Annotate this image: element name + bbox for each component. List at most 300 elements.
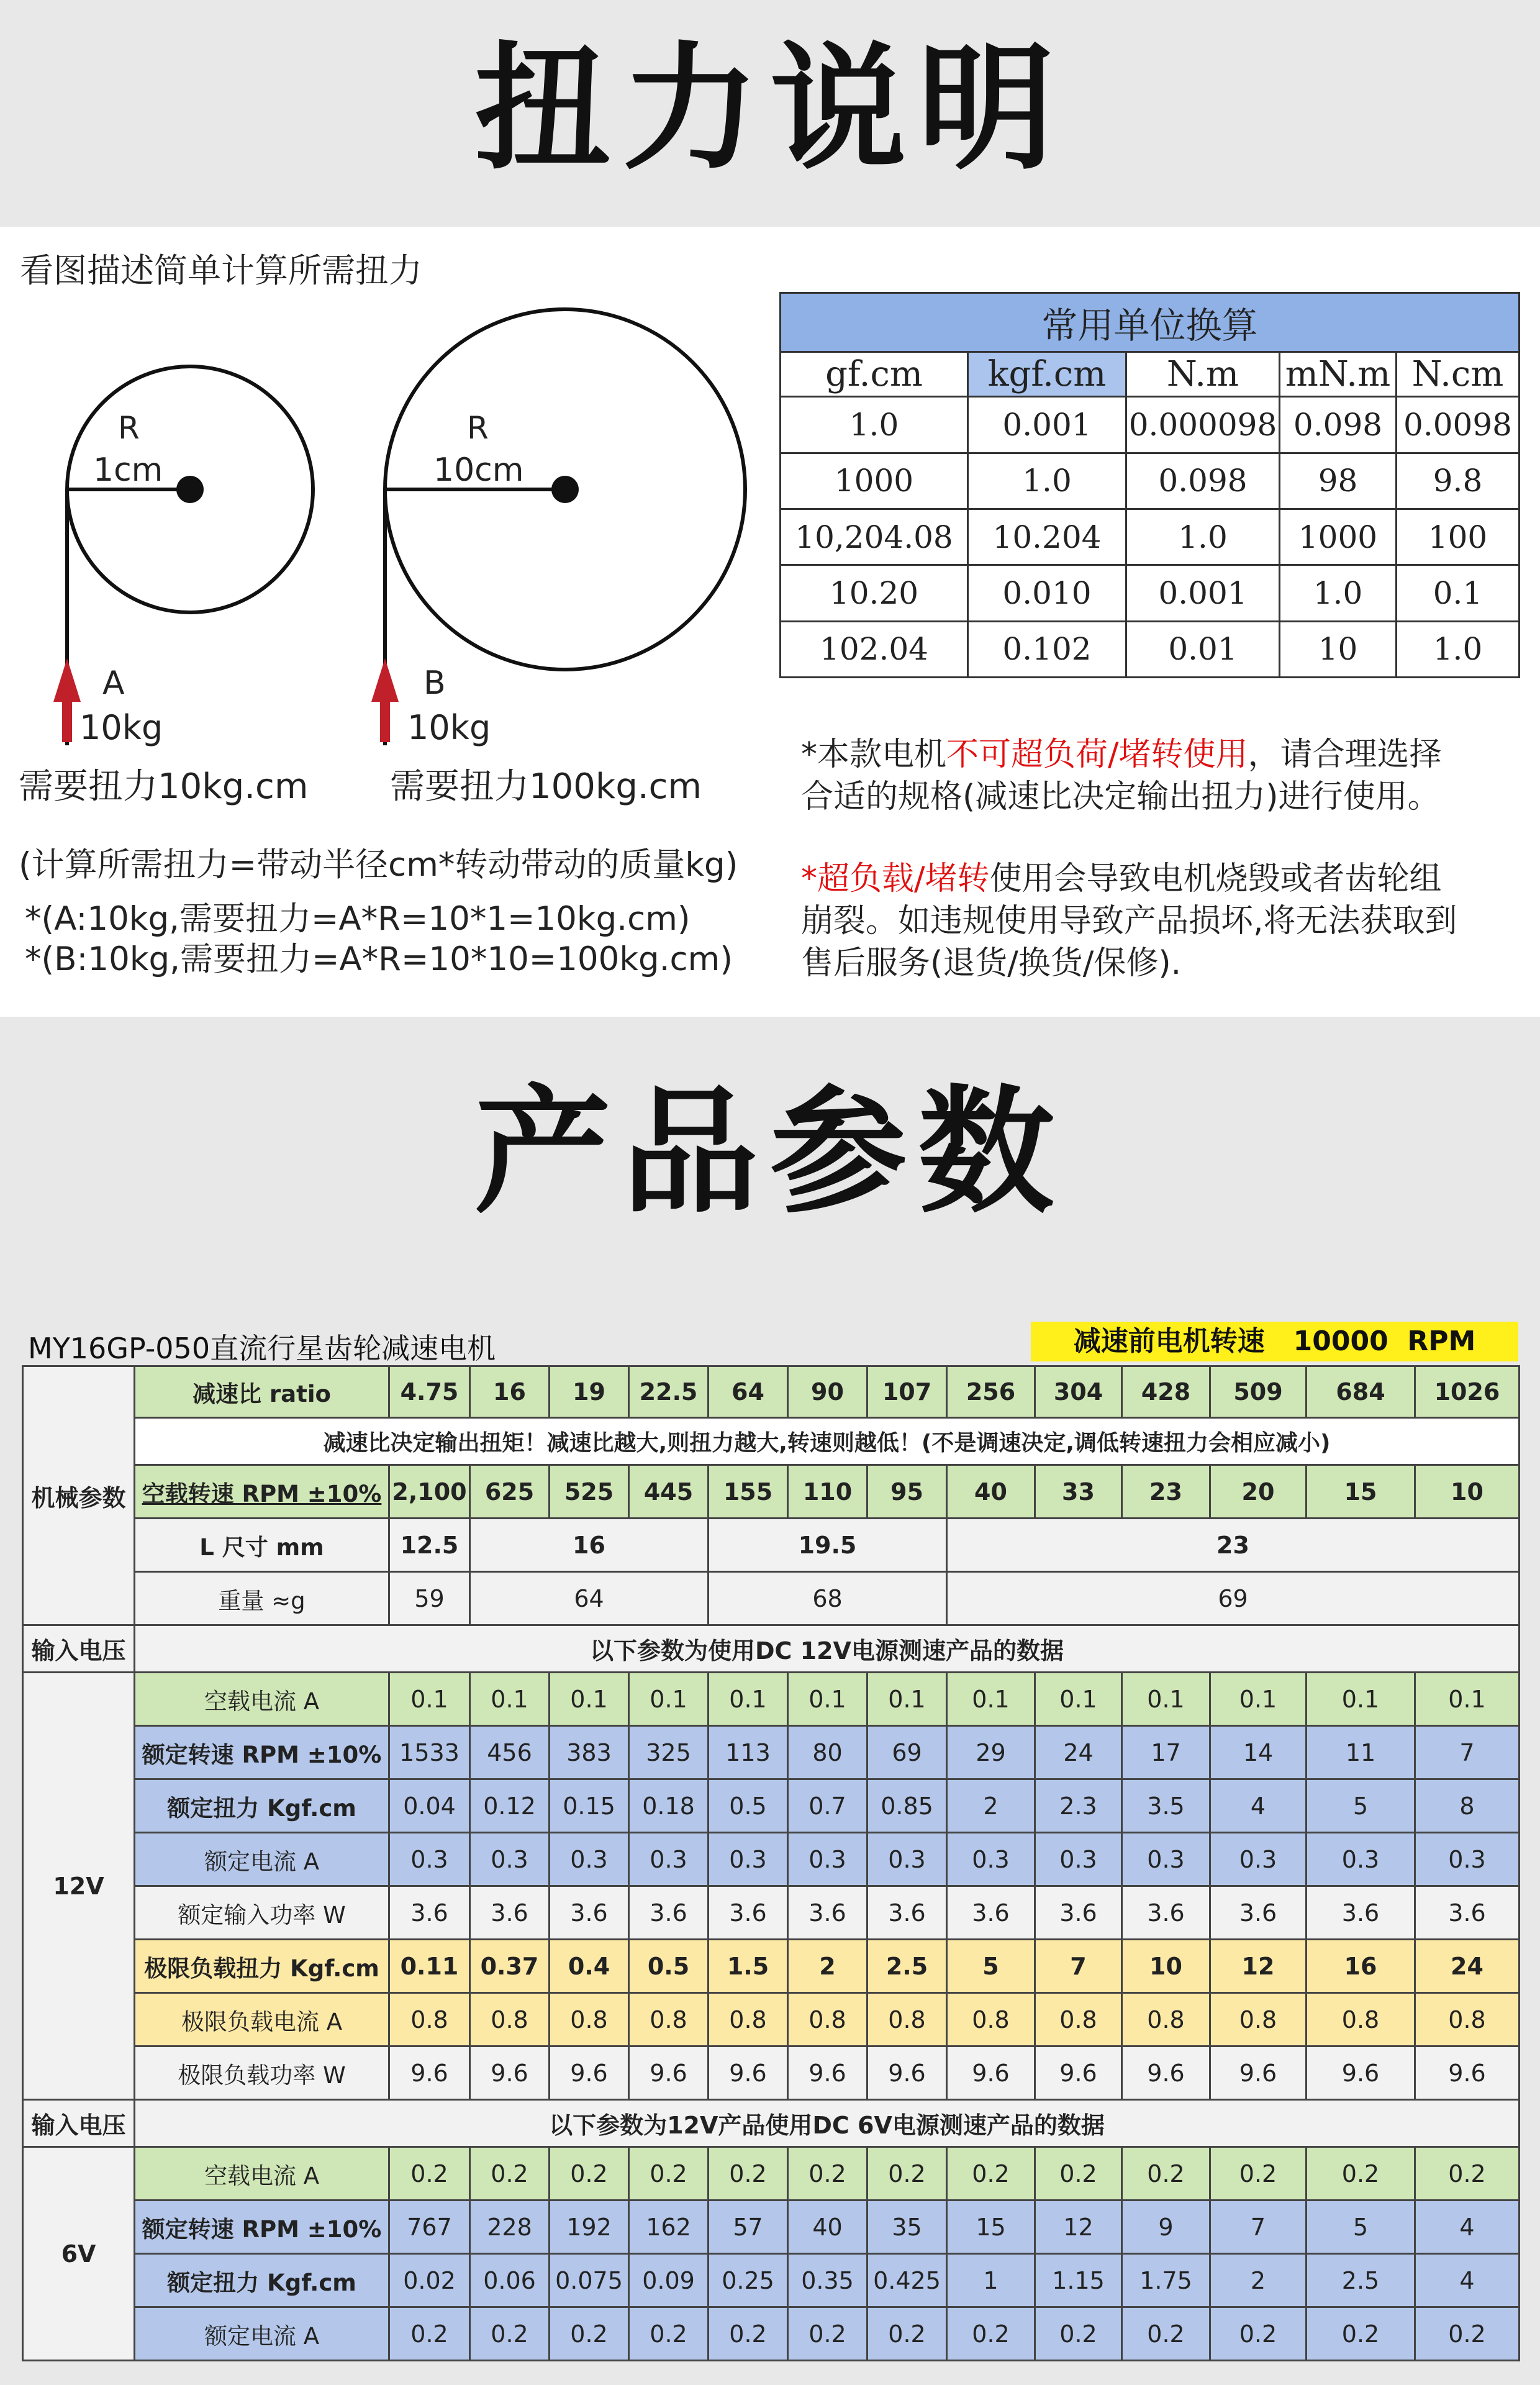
conversion-cell: 1.0	[1397, 621, 1520, 677]
param-cell: 3.6	[1307, 1886, 1415, 1940]
voltage-label: 6V	[23, 2147, 135, 2361]
conversion-row	[781, 397, 1520, 453]
param-cell: 7	[1210, 2201, 1307, 2254]
conversion-cell: 0.102	[968, 621, 1126, 677]
param-cell: 9.6	[1307, 2047, 1415, 2100]
param-cell: 69	[867, 1726, 947, 1779]
arrow-a-shaft	[62, 699, 72, 742]
arrow-a-icon	[53, 658, 81, 702]
param-cell: 0.1	[1210, 1673, 1307, 1726]
param-cell: 0.8	[470, 1993, 550, 2047]
param-cell: 3.6	[1415, 1886, 1520, 1940]
param-cell: 0.2	[1307, 2307, 1415, 2361]
diagram-a-mass: 10kg	[79, 708, 163, 747]
param-cell: 0.3	[629, 1833, 709, 1886]
param-cell: 0.2	[709, 2147, 788, 2201]
length-cell: 12.5	[389, 1519, 470, 1572]
param-cell: 113	[709, 1726, 788, 1779]
param-cell: 0.2	[1122, 2307, 1210, 2361]
center-b-dot	[551, 476, 579, 503]
diagram-b-point: B	[424, 665, 446, 702]
param-cell: 0.8	[1307, 1993, 1415, 2047]
param-cell: 0.2	[1122, 2147, 1210, 2201]
voltage-label: 12V	[23, 1673, 135, 2100]
conversion-cell: 1.0	[968, 453, 1126, 509]
param-cell: 2.5	[867, 1940, 947, 1993]
param-cell: 0.2	[709, 2307, 788, 2361]
voltage-note: 以下参数为使用DC 12V电源测速产品的数据	[135, 1625, 1520, 1673]
torque-example-b: *(B:10kg,需要扭力=A*R=10*10=100kg.cm)	[25, 940, 733, 978]
noload-speed-cell: 33	[1035, 1465, 1122, 1519]
param-cell: 0.2	[947, 2307, 1035, 2361]
spec-row	[23, 1418, 1520, 1465]
param-cell: 3.6	[709, 1886, 788, 1940]
diagram-b-mass: 10kg	[407, 708, 491, 747]
noload-speed-cell: 525	[550, 1465, 629, 1519]
param-cell: 0.1	[1415, 1673, 1520, 1726]
param-cell: 7	[1035, 1940, 1122, 1993]
diagram-a-r: R	[118, 410, 140, 446]
param-cell: 0.3	[389, 1833, 470, 1886]
param-cell: 4	[1210, 1779, 1307, 1833]
conversion-row	[781, 565, 1520, 621]
ratio-cell: 107	[867, 1366, 947, 1418]
spec-row	[23, 2047, 1520, 2100]
conversion-cell: 1000	[1280, 509, 1397, 565]
param-cell: 0.1	[788, 1673, 867, 1726]
param-cell: 767	[389, 2201, 470, 2254]
conversion-title: 常用单位换算	[781, 293, 1520, 352]
conversion-cell: 10	[1280, 621, 1397, 677]
param-label: 额定转速 RPM ±10%	[135, 2201, 389, 2254]
param-cell: 325	[629, 1726, 709, 1779]
param-cell: 12	[1210, 1940, 1307, 1993]
param-cell: 9.6	[1035, 2047, 1122, 2100]
param-cell: 383	[550, 1726, 629, 1779]
param-cell: 0.3	[1122, 1833, 1210, 1886]
param-cell: 3.6	[947, 1886, 1035, 1940]
param-cell: 0.25	[709, 2254, 788, 2307]
param-cell: 0.3	[550, 1833, 629, 1886]
conversion-cell: 1000	[781, 453, 968, 509]
speed-banner: 减速前电机转速 10000 RPM	[1031, 1322, 1518, 1361]
warning-note-2	[801, 852, 1442, 899]
conversion-cell: 102.04	[781, 621, 968, 677]
diagram-b-radius: 10cm	[433, 452, 524, 489]
conversion-cell: 0.0098	[1397, 397, 1520, 453]
noload-speed-cell: 23	[1122, 1465, 1210, 1519]
conversion-row	[781, 509, 1520, 565]
param-cell: 40	[788, 2201, 867, 2254]
param-cell: 9.6	[1210, 2047, 1307, 2100]
param-cell: 9.6	[629, 2047, 709, 2100]
param-label: 额定扭力 Kgf.cm	[135, 2254, 389, 2307]
ratio-cell: 90	[788, 1366, 867, 1418]
param-label: 额定电流 A	[135, 1833, 389, 1886]
conversion-cell: 0.01	[1126, 621, 1280, 677]
length-label: L 尺寸 mm	[135, 1519, 389, 1572]
param-cell: 1	[947, 2254, 1035, 2307]
param-cell: 0.8	[709, 1993, 788, 2047]
param-cell: 0.3	[1035, 1833, 1122, 1886]
param-cell: 9.6	[947, 2047, 1035, 2100]
conversion-header: gf.cm	[781, 352, 968, 397]
spec-row	[23, 1465, 1520, 1519]
param-cell: 11	[1307, 1726, 1415, 1779]
warning-note-1-line2: 合适的规格(减速比决定输出扭力)进行使用。	[801, 778, 1440, 815]
param-cell: 0.37	[470, 1940, 550, 1993]
param-cell: 0.8	[947, 1993, 1035, 2047]
spec-row	[23, 1886, 1520, 1940]
spec-row	[23, 1366, 1520, 1418]
torque-example-a: *(A:10kg,需要扭力=A*R=10*1=10kg.cm)	[25, 900, 691, 938]
noload-speed-cell: 95	[867, 1465, 947, 1519]
conversion-cell: 0.001	[1126, 565, 1280, 621]
spec-row	[23, 1625, 1520, 1673]
ratio-cell: 22.5	[629, 1366, 709, 1418]
conversion-header: N.cm	[1397, 352, 1520, 397]
spec-row	[23, 1993, 1520, 2047]
param-cell: 0.1	[629, 1673, 709, 1726]
param-cell: 0.8	[629, 1993, 709, 2047]
param-cell: 0.8	[1415, 1993, 1520, 2047]
param-cell: 456	[470, 1726, 550, 1779]
param-cell: 3.6	[1035, 1886, 1122, 1940]
conversion-cell: 0.001	[968, 397, 1126, 453]
conversion-cell: 100	[1397, 509, 1520, 565]
param-label: 额定扭力 Kgf.cm	[135, 1779, 389, 1833]
param-cell: 4	[1415, 2254, 1520, 2307]
param-cell: 0.2	[389, 2307, 470, 2361]
conversion-cell: 10.204	[968, 509, 1126, 565]
param-cell: 0.2	[550, 2147, 629, 2201]
model-name: MY16GP-050直流行星齿轮减速电机	[28, 1332, 496, 1365]
param-cell: 0.2	[629, 2147, 709, 2201]
param-cell: 192	[550, 2201, 629, 2254]
spec-row	[23, 2147, 1520, 2201]
param-label: 极限负载功率 W	[135, 2047, 389, 2100]
param-cell: 1.5	[709, 1940, 788, 1993]
param-cell: 3.6	[389, 1886, 470, 1940]
param-cell: 0.075	[550, 2254, 629, 2307]
param-cell: 0.2	[470, 2307, 550, 2361]
param-cell: 14	[1210, 1726, 1307, 1779]
noload-speed-cell: 20	[1210, 1465, 1307, 1519]
param-cell: 0.8	[788, 1993, 867, 2047]
spec-row	[23, 2307, 1520, 2361]
param-cell: 0.3	[788, 1833, 867, 1886]
spec-row	[23, 2254, 1520, 2307]
input-voltage-label: 输入电压	[23, 2100, 135, 2147]
param-cell: 0.18	[629, 1779, 709, 1833]
param-cell: 57	[709, 2201, 788, 2254]
length-cell: 23	[947, 1519, 1520, 1572]
param-cell: 0.2	[1307, 2147, 1415, 2201]
param-cell: 0.12	[470, 1779, 550, 1833]
param-cell: 0.1	[389, 1673, 470, 1726]
conversion-cell: 98	[1280, 453, 1397, 509]
center-a-dot	[176, 476, 204, 503]
conversion-cell: 0.000098	[1126, 397, 1280, 453]
param-cell: 0.3	[470, 1833, 550, 1886]
param-cell: 0.04	[389, 1779, 470, 1833]
param-cell: 9.6	[867, 2047, 947, 2100]
param-cell: 12	[1035, 2201, 1122, 2254]
param-cell: 0.35	[788, 2254, 867, 2307]
param-cell: 0.15	[550, 1779, 629, 1833]
arrow-b-shaft	[380, 699, 390, 742]
diagram-b-r: R	[467, 410, 489, 446]
param-cell: 0.2	[389, 2147, 470, 2201]
conversion-cell: 0.010	[968, 565, 1126, 621]
param-cell: 9	[1122, 2201, 1210, 2254]
param-label: 额定输入功率 W	[135, 1886, 389, 1940]
noload-speed-cell: 15	[1307, 1465, 1415, 1519]
param-cell: 0.8	[389, 1993, 470, 2047]
conversion-header: mN.m	[1280, 352, 1397, 397]
param-cell: 10	[1122, 1940, 1210, 1993]
param-cell: 3.6	[867, 1886, 947, 1940]
param-cell: 0.1	[1035, 1673, 1122, 1726]
param-cell: 0.1	[947, 1673, 1035, 1726]
spec-row	[23, 1519, 1520, 1572]
diagram-a-caption: 需要扭力10kg.cm	[19, 766, 309, 807]
param-cell: 0.5	[709, 1779, 788, 1833]
ratio-cell: 256	[947, 1366, 1035, 1418]
torque-intro: 看图描述简单计算所需扭力	[20, 251, 422, 290]
param-cell: 0.2	[1210, 2147, 1307, 2201]
note2-highlight: 超负载/堵转	[817, 860, 990, 897]
torque-formula: (计算所需扭力=带动半径cm*转动带动的质量kg)	[19, 846, 738, 884]
conversion-cell: 10,204.08	[781, 509, 968, 565]
param-cell: 9.6	[550, 2047, 629, 2100]
conversion-cell: 0.098	[1126, 453, 1280, 509]
param-cell: 0.8	[867, 1993, 947, 2047]
param-cell: 5	[947, 1940, 1035, 1993]
voltage-note: 以下参数为12V产品使用DC 6V电源测速产品的数据	[135, 2100, 1520, 2147]
param-cell: 4	[1415, 2201, 1520, 2254]
param-cell: 2	[947, 1779, 1035, 1833]
noload-speed-cell: 10	[1415, 1465, 1520, 1519]
unit-conversion-table	[779, 292, 1520, 678]
ratio-cell: 428	[1122, 1366, 1210, 1418]
param-cell: 1.75	[1122, 2254, 1210, 2307]
param-cell: 0.2	[1415, 2147, 1520, 2201]
param-cell: 2	[1210, 2254, 1307, 2307]
ratio-cell: 1026	[1415, 1366, 1520, 1418]
ratio-label: 减速比 ratio	[135, 1366, 389, 1418]
conversion-row	[781, 621, 1520, 677]
param-cell: 3.6	[629, 1886, 709, 1940]
noload-speed-cell: 110	[788, 1465, 867, 1519]
group-mech-label: 机械参数	[23, 1366, 135, 1625]
param-cell: 1533	[389, 1726, 470, 1779]
param-cell: 0.3	[709, 1833, 788, 1886]
param-cell: 2.3	[1035, 1779, 1122, 1833]
param-cell: 1.15	[1035, 2254, 1122, 2307]
param-cell: 0.02	[389, 2254, 470, 2307]
conversion-cell: 1.0	[1280, 565, 1397, 621]
ratio-cell: 64	[709, 1366, 788, 1418]
param-cell: 9.6	[709, 2047, 788, 2100]
param-cell: 24	[1035, 1726, 1122, 1779]
spec-row	[23, 1673, 1520, 1726]
param-cell: 162	[629, 2201, 709, 2254]
param-cell: 15	[947, 2201, 1035, 2254]
spec-row	[23, 2100, 1520, 2147]
param-cell: 35	[867, 2201, 947, 2254]
noload-speed-cell: 2,100	[389, 1465, 470, 1519]
param-cell: 0.85	[867, 1779, 947, 1833]
param-cell: 0.09	[629, 2254, 709, 2307]
conversion-header: kgf.cm	[968, 352, 1126, 397]
spec-body	[23, 1366, 1520, 2361]
noload-speed-cell: 155	[709, 1465, 788, 1519]
conversion-header: N.m	[1126, 352, 1280, 397]
param-cell: 0.1	[709, 1673, 788, 1726]
param-cell: 9.6	[1415, 2047, 1520, 2100]
param-cell: 0.2	[1035, 2307, 1122, 2361]
param-label: 极限负载扭力 Kgf.cm	[135, 1940, 389, 1993]
warning-note-1	[801, 728, 1442, 775]
torque-title: 扭力说明	[474, 29, 1066, 188]
conversion-cell: 9.8	[1397, 453, 1520, 509]
length-cell: 19.5	[709, 1519, 947, 1572]
param-cell: 9.6	[788, 2047, 867, 2100]
param-cell: 5	[1307, 2201, 1415, 2254]
param-cell: 0.2	[788, 2307, 867, 2361]
conversion-cell: 10.20	[781, 565, 968, 621]
param-cell: 2.5	[1307, 2254, 1415, 2307]
conversion-cell: 1.0	[781, 397, 968, 453]
param-cell: 3.6	[1122, 1886, 1210, 1940]
ratio-cell: 684	[1307, 1366, 1415, 1418]
param-cell: 0.3	[1415, 1833, 1520, 1886]
param-cell: 0.3	[947, 1833, 1035, 1886]
param-cell: 3.6	[550, 1886, 629, 1940]
param-cell: 0.2	[1035, 2147, 1122, 2201]
spec-row	[23, 1572, 1520, 1625]
param-label: 空载电流 A	[135, 1673, 389, 1726]
param-cell: 0.1	[550, 1673, 629, 1726]
param-cell: 0.3	[1210, 1833, 1307, 1886]
input-voltage-label: 输入电压	[23, 1625, 135, 1673]
param-cell: 0.4	[550, 1940, 629, 1993]
param-cell: 24	[1415, 1940, 1520, 1993]
param-cell: 0.3	[867, 1833, 947, 1886]
ratio-cell: 304	[1035, 1366, 1122, 1418]
param-cell: 9.6	[1122, 2047, 1210, 2100]
param-cell: 3.6	[788, 1886, 867, 1940]
spec-row	[23, 1779, 1520, 1833]
param-cell: 3.6	[470, 1886, 550, 1940]
note1-prefix: *本款电机	[801, 736, 947, 773]
spec-row	[23, 1833, 1520, 1886]
param-cell: 0.2	[788, 2147, 867, 2201]
conversion-cell: 0.098	[1280, 397, 1397, 453]
params-title: 产品参数	[474, 1073, 1066, 1232]
ratio-cell: 16	[470, 1366, 550, 1418]
param-cell: 0.1	[1122, 1673, 1210, 1726]
warning-note-2-line2: 崩裂。如违规使用导致产品损坏,将无法获取到	[801, 902, 1457, 940]
noload-speed-cell: 625	[470, 1465, 550, 1519]
warning-note-2-line3: 售后服务(退货/换货/保修).	[801, 945, 1182, 982]
arrow-b-icon	[371, 658, 399, 702]
spec-row	[23, 1940, 1520, 1993]
param-cell: 0.2	[470, 2147, 550, 2201]
param-label: 额定电流 A	[135, 2307, 389, 2361]
param-cell: 0.11	[389, 1940, 470, 1993]
noload-speed-cell: 445	[629, 1465, 709, 1519]
param-cell: 0.2	[867, 2307, 947, 2361]
param-label: 额定转速 RPM ±10%	[135, 1726, 389, 1779]
weight-cell: 64	[470, 1572, 709, 1625]
param-cell: 29	[947, 1726, 1035, 1779]
param-cell: 0.3	[1307, 1833, 1415, 1886]
param-cell: 5	[1307, 1779, 1415, 1833]
param-cell: 0.2	[867, 2147, 947, 2201]
conversion-body	[781, 397, 1520, 678]
diagram-a-radius: 1cm	[93, 452, 163, 489]
param-cell: 0.8	[550, 1993, 629, 2047]
noload-speed-cell: 40	[947, 1465, 1035, 1519]
param-cell: 0.8	[1210, 1993, 1307, 2047]
param-cell: 228	[470, 2201, 550, 2254]
conversion-cell: 0.1	[1397, 565, 1520, 621]
note2-suffix: 使用会导致电机烧毁或者齿轮组	[989, 860, 1442, 897]
spec-row	[23, 1726, 1520, 1779]
param-cell: 0.1	[1307, 1673, 1415, 1726]
param-label: 极限负载电流 A	[135, 1993, 389, 2047]
param-cell: 0.425	[867, 2254, 947, 2307]
diagram-b-caption: 需要扭力100kg.cm	[390, 766, 702, 807]
param-cell: 0.2	[550, 2307, 629, 2361]
param-cell: 0.7	[788, 1779, 867, 1833]
note2-prefix: *	[801, 860, 817, 897]
note1-highlight: 不可超负荷/堵转使用	[946, 736, 1248, 773]
param-cell: 0.8	[1035, 1993, 1122, 2047]
diagram-a-point: A	[102, 665, 125, 702]
param-cell: 2	[788, 1940, 867, 1993]
param-cell: 16	[1307, 1940, 1415, 1993]
note1-suffix: ，请合理选择	[1248, 736, 1442, 773]
param-cell: 7	[1415, 1726, 1520, 1779]
weight-cell: 68	[709, 1572, 947, 1625]
param-cell: 3.5	[1122, 1779, 1210, 1833]
param-cell: 0.2	[629, 2307, 709, 2361]
param-cell: 0.1	[867, 1673, 947, 1726]
param-cell: 9.6	[389, 2047, 470, 2100]
param-cell: 0.06	[470, 2254, 550, 2307]
weight-label: 重量 ≈g	[135, 1572, 389, 1625]
length-cell: 16	[470, 1519, 709, 1572]
param-cell: 0.2	[1415, 2307, 1520, 2361]
param-cell: 0.5	[629, 1940, 709, 1993]
param-cell: 8	[1415, 1779, 1520, 1833]
param-cell: 0.8	[1122, 1993, 1210, 2047]
ratio-cell: 509	[1210, 1366, 1307, 1418]
weight-cell: 69	[947, 1572, 1520, 1625]
param-cell: 0.2	[947, 2147, 1035, 2201]
param-cell: 80	[788, 1726, 867, 1779]
param-cell: 0.2	[1210, 2307, 1307, 2361]
ratio-cell: 19	[550, 1366, 629, 1418]
param-cell: 0.1	[470, 1673, 550, 1726]
param-cell: 17	[1122, 1726, 1210, 1779]
noload-speed-label: 空载转速 RPM ±10%	[135, 1465, 389, 1519]
conversion-cell: 1.0	[1126, 509, 1280, 565]
param-cell: 3.6	[1210, 1886, 1307, 1940]
